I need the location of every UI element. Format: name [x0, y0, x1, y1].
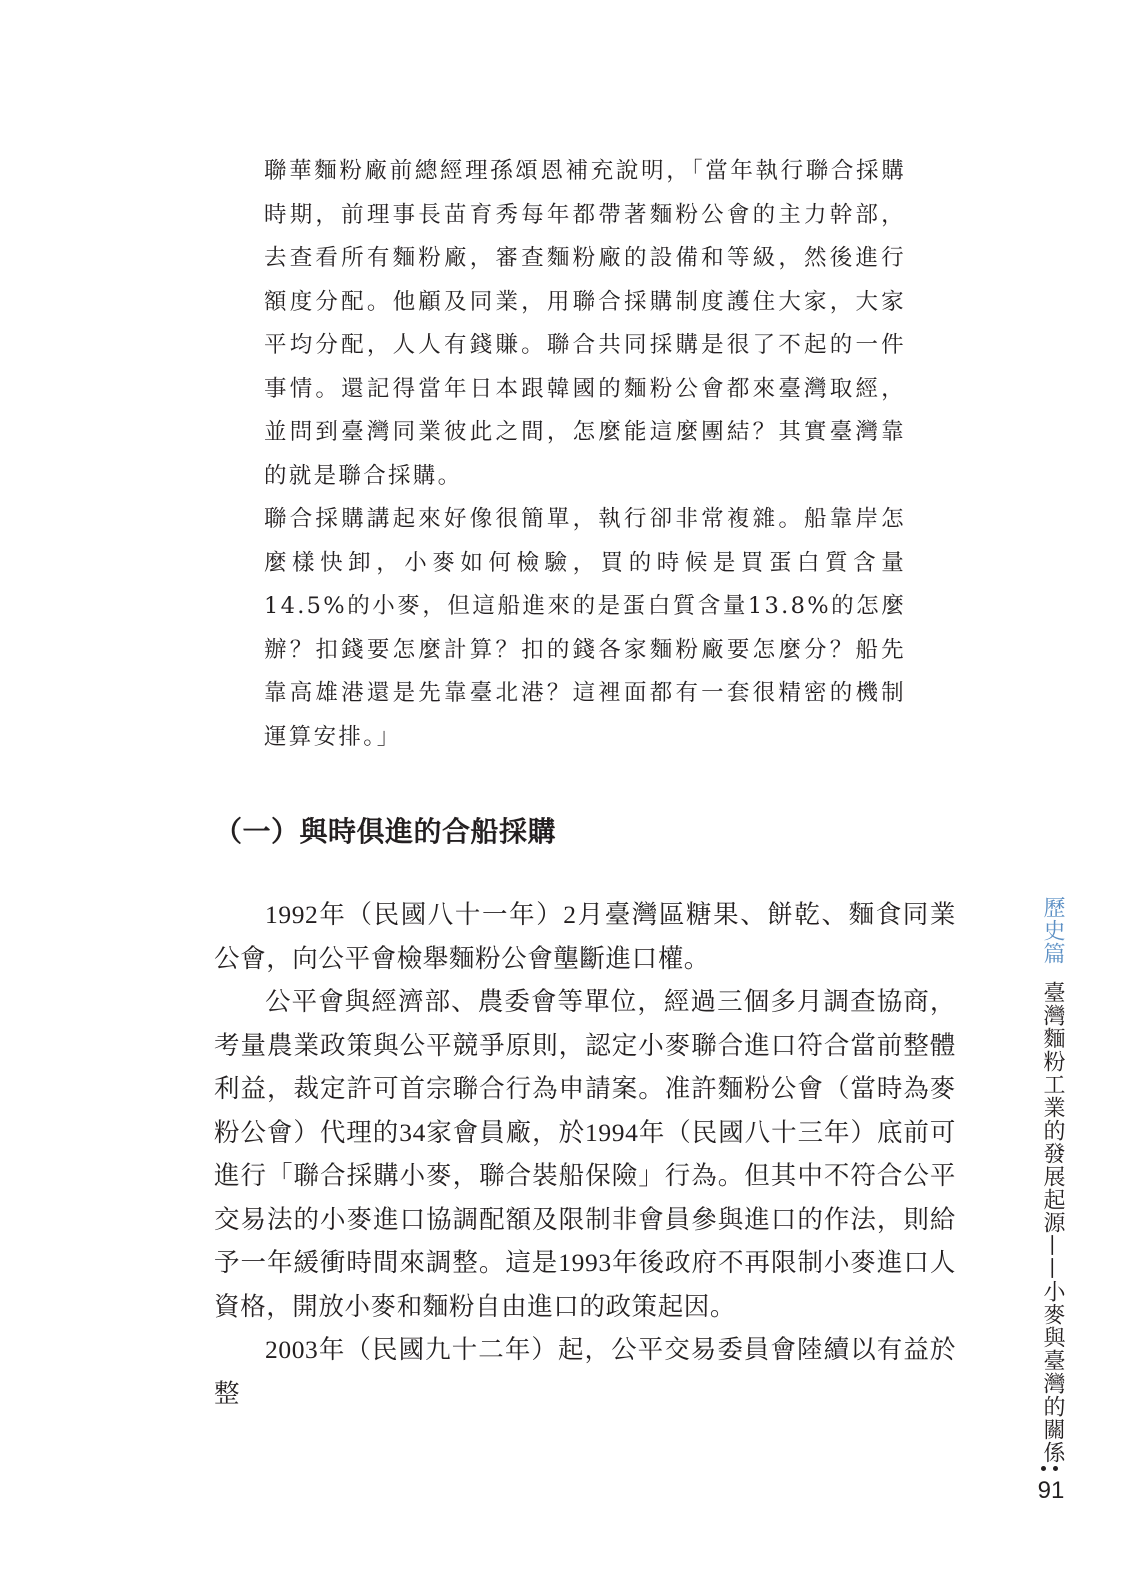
body-paragraph-2: 公平會與經濟部、農委會等單位，經過三個多月調查協商，考量農業政策與公平競爭原則，認定小麥聯合進口符合當前整體利益，裁定許可首宗聯合行為申請案。准許麵粉公會（當時為麥粉公會）代理的34家會員廠，於1994年（民國八十三年）底前可進行「聯合採購小麥，聯合裝船保險」行為。但其中不符合公平交易法的小麥進口協調配額及限制非會員參與進口的作法，則給予一年緩衝時間來調整。這是1993年後政府不再限制小麥進口人資格，開放小麥和麵粉自由進口的政策起因。	[214, 987, 956, 1321]
running-side-title	[1034, 896, 1070, 1464]
quote-paragraph-1: 聯華麵粉廠前總經理孫頌恩補充說明，「當年執行聯合採購時期，前理事長苗育秀每年都帶著麵粉公會的主力幹部，去查看所有麵粉廠，審查麵粉廠的設備和等級，然後進行額度分配。他顧及同業，用聯合採購制度護住大家，大家平均分配，人人有錢賺。聯合共同採購是很了不起的一件事情。還記得當年日本跟韓國的麵粉公會都來臺灣取經，並問到臺灣同業彼此之間，怎麼能這麼團結？其實臺灣靠的就是聯合採購。	[264, 158, 906, 489]
body-paragraph-3: 2003年（民國九十二年）起，公平交易委員會陸續以有益於整	[214, 1335, 956, 1408]
page-number: 91	[1037, 1477, 1065, 1504]
side-section-label: 歷史篇	[1040, 896, 1065, 965]
quote-paragraph-2: 聯合採購講起來好像很簡單，執行卻非常複雜。船靠岸怎麼樣快卸，小麥如何檢驗，買的時候是買蛋白質含量14.5%的小麥，但這船進來的是蛋白質含量13.8%的怎麼辦？扣錢要怎麼計算？扣的錢各家麵粉廠要怎麼分？船先靠高雄港還是先靠臺北港？這裡面都有一套很精密的機制運算安排。」	[264, 506, 906, 750]
quoted-passage	[264, 150, 906, 759]
body-paragraph-1: 1992年（民國八十一年）2月臺灣區糖果、餅乾、麵食同業公會，向公平會檢舉麵粉公會壟斷進口權。	[214, 900, 956, 973]
side-book-title: 臺灣麵粉工業的發展起源——小麥與臺灣的關係	[1040, 981, 1065, 1464]
dot-icon	[1053, 1466, 1058, 1471]
dot-icon	[1041, 1466, 1046, 1471]
page-number-dots-icon	[1039, 1466, 1063, 1474]
section-heading: （一）與時俱進的合船採購	[214, 815, 557, 848]
body-text	[214, 893, 956, 1415]
